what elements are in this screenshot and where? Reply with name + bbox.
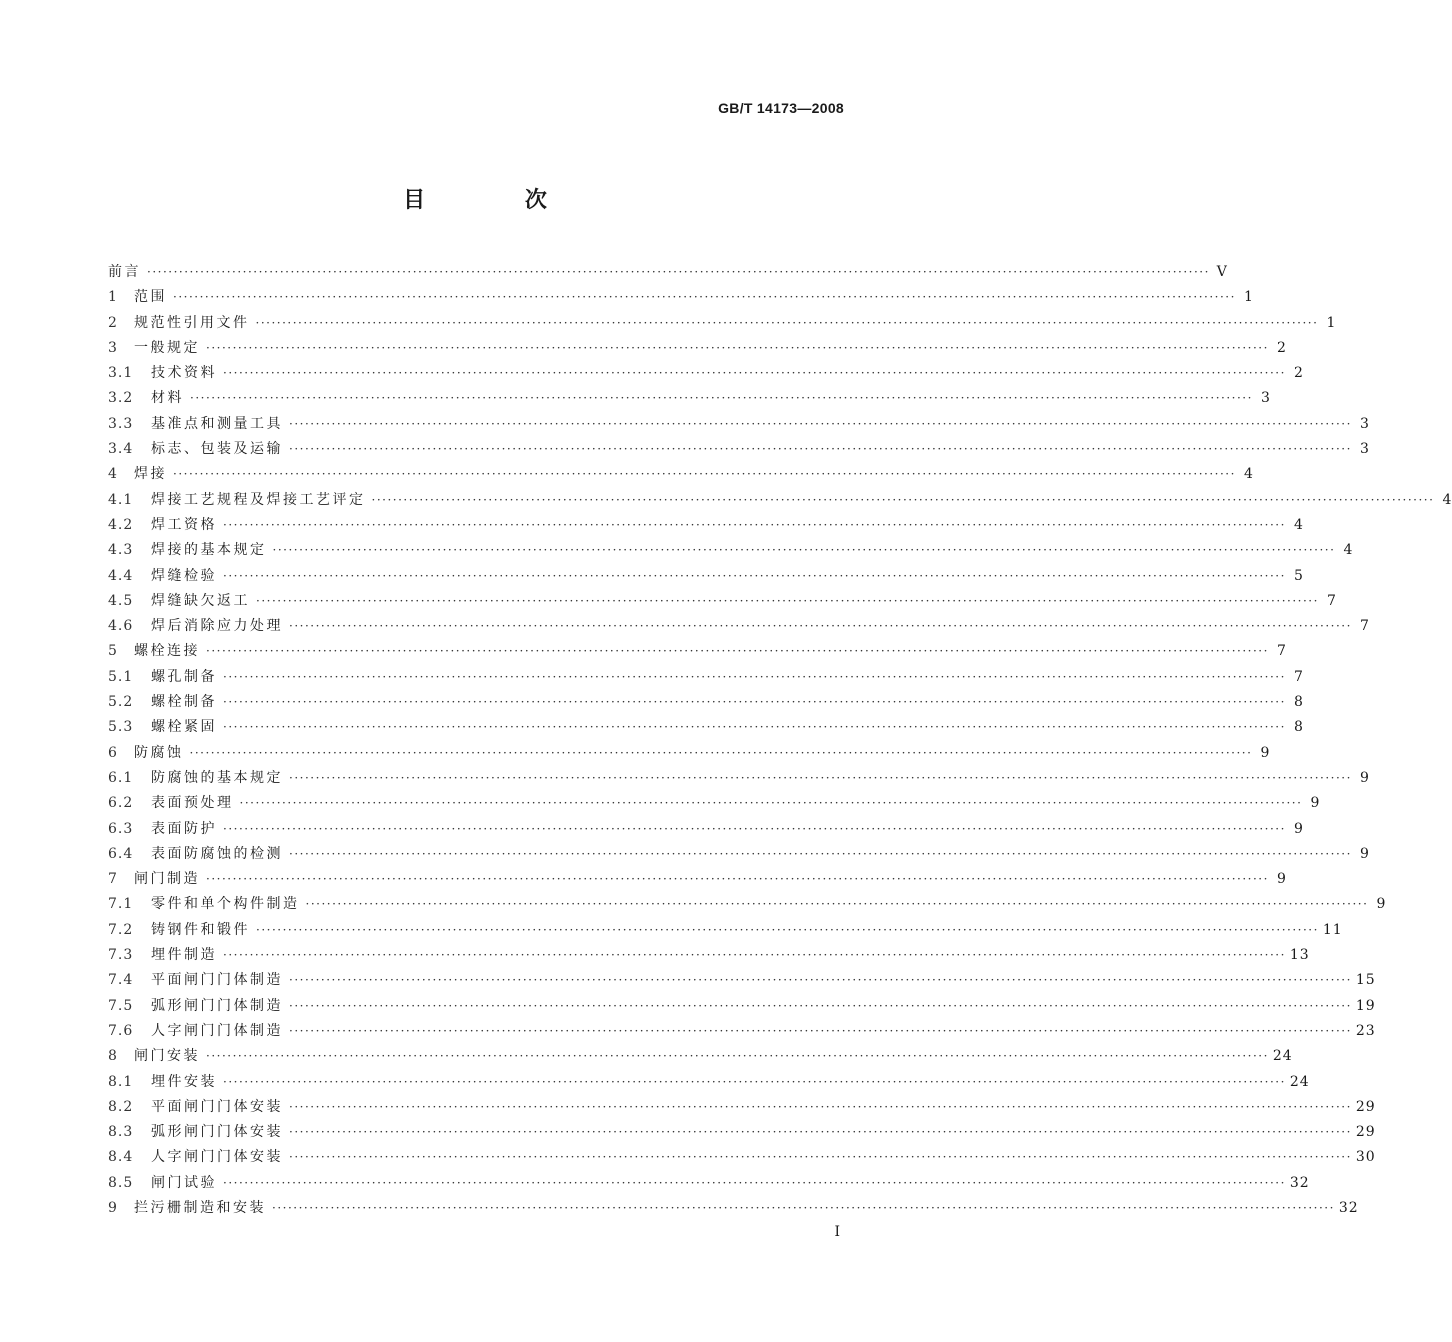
dot-leader: ········································································································································································································ bbox=[255, 315, 1319, 330]
dot-leader: ········································································································································································································ bbox=[223, 517, 1286, 532]
toc-entry-page: 32 bbox=[1289, 1174, 1310, 1191]
toc-entry[interactable] bbox=[108, 438, 1370, 463]
toc-entry-page: 23 bbox=[1355, 1022, 1376, 1039]
dot-leader: ········································································································································································································ bbox=[289, 770, 1352, 785]
dot-leader: ········································································································································································································ bbox=[223, 669, 1286, 684]
toc-entry-page: 7 bbox=[1359, 618, 1370, 635]
toc-entry[interactable] bbox=[108, 615, 1370, 640]
toc-entry-number: 7.2 bbox=[108, 921, 134, 938]
toc-entry[interactable] bbox=[108, 666, 1304, 691]
toc-entry-number: 4.3 bbox=[108, 542, 134, 559]
toc-entry-page: 1 bbox=[1326, 314, 1337, 331]
dot-leader: ········································································································································································································ bbox=[289, 998, 1352, 1013]
toc-entry-page: 29 bbox=[1355, 1098, 1376, 1115]
toc-entry-label: 规范性引用文件 bbox=[134, 314, 250, 331]
toc-entry-page: 15 bbox=[1355, 972, 1376, 989]
toc-entry[interactable] bbox=[108, 919, 1343, 944]
toc-entry-page: 7 bbox=[1276, 643, 1287, 660]
toc-entry-label: 铸钢件和锻件 bbox=[151, 921, 250, 938]
toc-entry[interactable] bbox=[108, 1146, 1376, 1171]
toc-entry-number: 6.1 bbox=[108, 769, 134, 786]
toc-entry-label: 平面闸门门体制造 bbox=[151, 972, 283, 989]
toc-entry-page: 9 bbox=[1293, 820, 1304, 837]
toc-entry-number: 3 bbox=[108, 339, 118, 356]
toc-entry-number: 6.3 bbox=[108, 820, 134, 837]
toc-entry-label: 闸门试验 bbox=[151, 1174, 217, 1191]
toc-entry-label: 表面防护 bbox=[151, 820, 217, 837]
toc-entry-label: 拦污栅制造和安装 bbox=[134, 1199, 266, 1216]
dot-leader: ········································································································································································································ bbox=[289, 1125, 1352, 1140]
dot-leader: ········································································································································································································ bbox=[289, 1099, 1352, 1114]
toc-entry-label: 表面预处理 bbox=[151, 795, 234, 812]
toc-entry[interactable] bbox=[108, 463, 1254, 488]
dot-leader: ········································································································································································································ bbox=[189, 745, 1253, 760]
toc-entry-label: 范围 bbox=[134, 289, 167, 306]
dot-leader: ········································································································································································································ bbox=[223, 695, 1286, 710]
dot-leader: ········································································································································································································ bbox=[289, 973, 1352, 988]
dot-leader: ········································································································································································································ bbox=[371, 492, 1435, 507]
toc-title: 目 次 bbox=[403, 188, 593, 213]
toc-entry[interactable] bbox=[108, 1096, 1376, 1121]
toc-entry-page: 9 bbox=[1276, 871, 1287, 888]
toc-entry-page: 8 bbox=[1293, 694, 1304, 711]
toc-entry[interactable] bbox=[108, 261, 1228, 286]
toc-entry[interactable] bbox=[108, 489, 1452, 514]
toc-entry-label: 弧形闸门门体安装 bbox=[151, 1124, 283, 1141]
dot-leader: ········································································································································································································ bbox=[305, 897, 1369, 912]
toc-entry-number: 4.5 bbox=[108, 592, 134, 609]
toc-entry[interactable] bbox=[108, 716, 1304, 741]
toc-entry-number: 3.3 bbox=[108, 415, 134, 432]
toc-entry[interactable] bbox=[108, 539, 1354, 564]
toc-entry-page: 4 bbox=[1243, 466, 1254, 483]
table-of-contents bbox=[108, 261, 1452, 1222]
toc-entry-page: 1 bbox=[1243, 289, 1254, 306]
toc-entry[interactable] bbox=[108, 387, 1271, 412]
toc-entry-label: 材料 bbox=[151, 390, 184, 407]
toc-entry[interactable] bbox=[108, 337, 1287, 362]
toc-entry-number: 4.6 bbox=[108, 618, 134, 635]
toc-entry[interactable] bbox=[108, 640, 1287, 665]
toc-entry[interactable] bbox=[108, 944, 1310, 969]
toc-entry-label: 焊工资格 bbox=[151, 516, 217, 533]
toc-entry-number: 7.4 bbox=[108, 972, 134, 989]
toc-entry-page: 32 bbox=[1338, 1199, 1359, 1216]
toc-entry-label: 防腐蚀的基本规定 bbox=[151, 769, 283, 786]
dot-leader: ········································································································································································································ bbox=[173, 467, 1236, 482]
dot-leader: ········································································································································································································ bbox=[223, 720, 1286, 735]
toc-entry[interactable] bbox=[108, 565, 1304, 590]
toc-entry-label: 螺栓紧固 bbox=[151, 719, 217, 736]
toc-entry[interactable] bbox=[108, 1071, 1310, 1096]
toc-entry[interactable] bbox=[108, 818, 1304, 843]
dot-leader: ········································································································································································································ bbox=[223, 821, 1286, 836]
toc-entry[interactable] bbox=[108, 969, 1376, 994]
dot-leader: ········································································································································································································ bbox=[206, 1049, 1269, 1064]
toc-entry-number: 2 bbox=[108, 314, 118, 331]
toc-entry-page: 8 bbox=[1293, 719, 1304, 736]
toc-entry[interactable] bbox=[108, 995, 1376, 1020]
toc-entry-label: 基准点和测量工具 bbox=[151, 415, 283, 432]
standard-code: GB/T 14173—2008 bbox=[718, 100, 844, 116]
toc-entry-label: 标志、包装及运输 bbox=[151, 441, 283, 458]
toc-entry-label: 一般规定 bbox=[134, 339, 200, 356]
toc-entry-number: 4.2 bbox=[108, 516, 134, 533]
toc-entry-number: 7.5 bbox=[108, 997, 134, 1014]
toc-entry-page: V bbox=[1216, 264, 1228, 280]
toc-entry[interactable] bbox=[108, 1197, 1359, 1222]
dot-leader: ········································································································································································································ bbox=[223, 1175, 1286, 1190]
toc-entry-number: 7.1 bbox=[108, 896, 134, 913]
dot-leader: ········································································································································································································ bbox=[223, 366, 1286, 381]
toc-entry[interactable] bbox=[108, 413, 1370, 438]
dot-leader: ········································································································································································································ bbox=[223, 948, 1286, 963]
toc-entry-page: 24 bbox=[1289, 1073, 1310, 1090]
toc-entry-label: 焊接的基本规定 bbox=[151, 542, 267, 559]
toc-entry-label: 平面闸门门体安装 bbox=[151, 1098, 283, 1115]
toc-entry-label: 埋件制造 bbox=[151, 947, 217, 964]
dot-leader: ········································································································································································································ bbox=[147, 265, 1210, 279]
toc-entry-page: 19 bbox=[1355, 997, 1376, 1014]
toc-entry-label: 焊接 bbox=[134, 466, 167, 483]
toc-entry[interactable] bbox=[108, 514, 1304, 539]
toc-entry-number: 9 bbox=[108, 1199, 118, 1216]
dot-leader: ········································································································································································································ bbox=[289, 619, 1352, 634]
toc-entry-page: 29 bbox=[1355, 1124, 1376, 1141]
toc-entry-label: 人字闸门门体安装 bbox=[151, 1149, 283, 1166]
toc-entry-number: 4.4 bbox=[108, 567, 134, 584]
toc-entry-number: 5.2 bbox=[108, 694, 134, 711]
toc-entry-label: 闸门安装 bbox=[134, 1048, 200, 1065]
toc-entry-label: 螺栓制备 bbox=[151, 694, 217, 711]
toc-entry-number: 8.5 bbox=[108, 1174, 134, 1191]
toc-entry-number: 6.2 bbox=[108, 795, 134, 812]
toc-entry-label: 零件和单个构件制造 bbox=[151, 896, 300, 913]
toc-entry[interactable] bbox=[108, 868, 1287, 893]
toc-entry-page: 30 bbox=[1355, 1149, 1376, 1166]
toc-entry-page: 4 bbox=[1293, 516, 1304, 533]
toc-entry-number: 7.6 bbox=[108, 1022, 134, 1039]
toc-entry-page: 9 bbox=[1359, 845, 1370, 862]
toc-entry-page: 5 bbox=[1293, 567, 1304, 584]
toc-entry-page: 9 bbox=[1359, 769, 1370, 786]
toc-entry-number: 8.4 bbox=[108, 1149, 134, 1166]
toc-entry-label: 焊接工艺规程及焊接工艺评定 bbox=[151, 491, 366, 508]
dot-leader: ········································································································································································································ bbox=[289, 416, 1352, 431]
toc-entry-number: 5.1 bbox=[108, 668, 134, 685]
dot-leader: ········································································································································································································ bbox=[206, 872, 1269, 887]
toc-entry-page: 3 bbox=[1359, 441, 1370, 458]
toc-entry-page: 7 bbox=[1293, 668, 1304, 685]
toc-entry[interactable] bbox=[108, 1172, 1310, 1197]
toc-entry-number: 8.1 bbox=[108, 1073, 134, 1090]
toc-entry-page: 4 bbox=[1343, 542, 1354, 559]
toc-entry-number: 8.3 bbox=[108, 1124, 134, 1141]
dot-leader: ········································································································································································································ bbox=[289, 846, 1352, 861]
dot-leader: ········································································································································································································ bbox=[272, 543, 1336, 558]
dot-leader: ········································································································································································································ bbox=[173, 290, 1236, 305]
toc-entry-label: 弧形闸门门体制造 bbox=[151, 997, 283, 1014]
toc-entry-label: 螺孔制备 bbox=[151, 668, 217, 685]
toc-entry-page: 13 bbox=[1289, 947, 1310, 964]
toc-entry-page: 7 bbox=[1326, 592, 1337, 609]
dot-leader: ········································································································································································································ bbox=[206, 644, 1269, 659]
dot-leader: ········································································································································································································ bbox=[206, 340, 1269, 355]
toc-entry-page: 9 bbox=[1376, 896, 1387, 913]
toc-entry[interactable] bbox=[108, 843, 1370, 868]
toc-entry[interactable] bbox=[108, 590, 1337, 615]
toc-entry-label: 焊缝检验 bbox=[151, 567, 217, 584]
toc-entry-label: 焊缝缺欠返工 bbox=[151, 592, 250, 609]
toc-entry[interactable] bbox=[108, 286, 1254, 311]
dot-leader: ········································································································································································································ bbox=[289, 1023, 1352, 1038]
toc-entry-number: 3.4 bbox=[108, 441, 134, 458]
toc-entry[interactable] bbox=[108, 767, 1370, 792]
dot-leader: ········································································································································································································ bbox=[223, 568, 1286, 583]
dot-leader: ········································································································································································································ bbox=[256, 593, 1319, 608]
toc-entry-label: 表面防腐蚀的检测 bbox=[151, 845, 283, 862]
toc-entry[interactable] bbox=[108, 1121, 1376, 1146]
toc-entry[interactable] bbox=[108, 742, 1271, 767]
toc-entry-label: 螺栓连接 bbox=[134, 643, 200, 660]
toc-entry[interactable] bbox=[108, 1045, 1293, 1070]
toc-entry-number: 1 bbox=[108, 289, 118, 306]
toc-entry[interactable] bbox=[108, 1020, 1376, 1045]
dot-leader: ········································································································································································································ bbox=[239, 796, 1303, 811]
dot-leader: ········································································································································································································ bbox=[223, 1074, 1286, 1089]
toc-entry-page: 2 bbox=[1293, 365, 1304, 382]
toc-entry-number: 5 bbox=[108, 643, 118, 660]
toc-entry-page: 24 bbox=[1272, 1048, 1293, 1065]
toc-entry-number: 7 bbox=[108, 871, 118, 888]
toc-entry-number: 6.4 bbox=[108, 845, 134, 862]
toc-entry-number: 7.3 bbox=[108, 947, 134, 964]
dot-leader: ········································································································································································································ bbox=[272, 1200, 1335, 1215]
toc-entry-page: 9 bbox=[1260, 744, 1271, 761]
toc-entry-label: 技术资料 bbox=[151, 365, 217, 382]
toc-entry-page: 3 bbox=[1359, 415, 1370, 432]
toc-entry-number: 3.1 bbox=[108, 365, 134, 382]
toc-entry-page: 9 bbox=[1310, 795, 1321, 812]
toc-entry-label: 人字闸门门体制造 bbox=[151, 1022, 283, 1039]
toc-entry[interactable] bbox=[108, 691, 1304, 716]
toc-entry[interactable] bbox=[108, 893, 1387, 918]
toc-entry[interactable] bbox=[108, 792, 1321, 817]
toc-entry-number: 8 bbox=[108, 1048, 118, 1065]
toc-entry-label: 闸门制造 bbox=[134, 871, 200, 888]
toc-entry-page: 3 bbox=[1260, 390, 1271, 407]
toc-entry-number: 3.2 bbox=[108, 390, 134, 407]
toc-entry-number: 8.2 bbox=[108, 1098, 134, 1115]
dot-leader: ········································································································································································································ bbox=[256, 922, 1319, 937]
dot-leader: ········································································································································································································ bbox=[190, 391, 1253, 406]
dot-leader: ········································································································································································································ bbox=[289, 1150, 1352, 1165]
toc-entry-label: 前言 bbox=[108, 264, 141, 280]
toc-entry-label: 防腐蚀 bbox=[134, 744, 184, 761]
toc-entry-number: 6 bbox=[108, 744, 118, 761]
toc-entry-page: 11 bbox=[1322, 921, 1343, 938]
toc-entry-number: 4.1 bbox=[108, 491, 134, 508]
dot-leader: ········································································································································································································ bbox=[289, 442, 1352, 457]
toc-entry-page: 2 bbox=[1276, 339, 1287, 356]
toc-entry-label: 埋件安装 bbox=[151, 1073, 217, 1090]
toc-entry-page: 4 bbox=[1442, 491, 1452, 508]
page-number: I bbox=[834, 1224, 840, 1240]
toc-entry-label: 焊后消除应力处理 bbox=[151, 618, 283, 635]
toc-entry-number: 5.3 bbox=[108, 719, 134, 736]
toc-entry-number: 4 bbox=[108, 466, 118, 483]
toc-entry[interactable] bbox=[108, 362, 1304, 387]
toc-entry[interactable] bbox=[108, 312, 1337, 337]
